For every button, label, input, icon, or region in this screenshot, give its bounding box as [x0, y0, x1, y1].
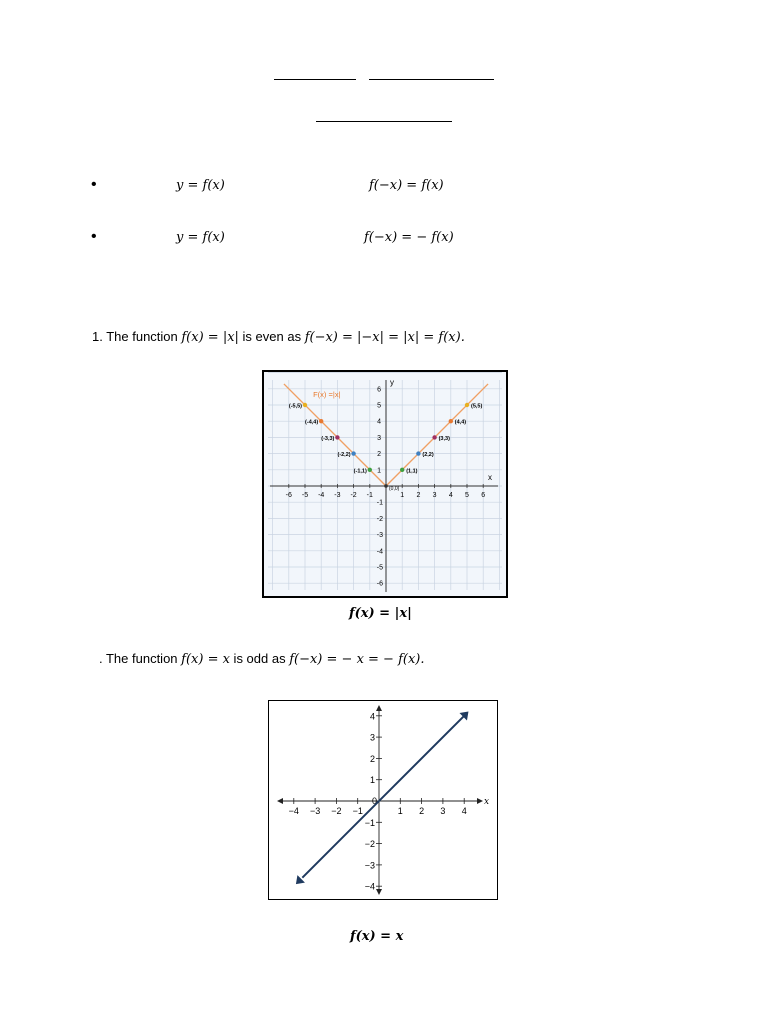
x-tick-label: 1 — [397, 806, 403, 816]
example-1-middle: is even as — [238, 329, 305, 344]
identity-function-line — [302, 716, 464, 878]
title-rule-1 — [274, 79, 356, 80]
definition-2-left: y = f(x) — [176, 230, 225, 245]
y-tick-label: −3 — [364, 860, 375, 871]
y-tick-label: -3 — [376, 532, 383, 540]
x-axis-arrow-right — [477, 798, 483, 804]
identity-graph — [269, 701, 497, 899]
y-tick-label: −2 — [364, 839, 375, 850]
data-point — [465, 403, 469, 407]
identity-graph-figure — [268, 700, 498, 900]
function-label: F(x) =|x| — [313, 389, 341, 399]
y-tick-label: -6 — [376, 580, 383, 588]
point-label: (2,2) — [422, 452, 434, 459]
x-tick-label: −3 — [309, 806, 321, 816]
y-tick-label: 4 — [369, 711, 375, 722]
x-tick-label: -5 — [301, 492, 309, 499]
y-tick-label: 2 — [377, 451, 381, 459]
x-tick-label: 2 — [416, 492, 421, 499]
title-rule-2 — [369, 79, 494, 80]
data-point — [432, 435, 436, 439]
origin-label: (0,0) — [389, 486, 400, 492]
x-tick-label: 3 — [432, 492, 437, 499]
data-point — [351, 451, 355, 455]
x-tick-label: −1 — [352, 806, 363, 816]
x-axis-arrow-left — [277, 798, 283, 804]
x-tick-label: 6 — [481, 492, 486, 499]
y-tick-label: 3 — [377, 434, 381, 442]
x-tick-label: 5 — [465, 492, 469, 499]
x-axis-label: x — [484, 797, 490, 807]
x-axis-label: x — [488, 473, 492, 482]
bullet-1: • — [91, 176, 97, 193]
definition-1-right: f(−x) = f(x) — [369, 178, 444, 193]
origin-label: 0 — [372, 796, 378, 806]
y-tick-label: −1 — [364, 817, 375, 828]
x-tick-label: 4 — [461, 806, 467, 816]
example-1-func: f(x) = |x| — [181, 330, 239, 345]
data-point — [368, 468, 372, 472]
x-tick-label: 3 — [440, 806, 446, 816]
abs-graph-figure — [262, 370, 508, 598]
y-tick-label: 3 — [369, 732, 375, 743]
point-label: (5,5) — [471, 403, 483, 410]
point-label: (-1,1) — [353, 468, 367, 475]
data-point — [335, 435, 339, 439]
y-axis-label: y — [390, 378, 394, 387]
abs-graph — [264, 372, 506, 596]
caption-identity: f(x) = x — [350, 929, 404, 944]
point-label: (1,1) — [406, 468, 418, 475]
point-label: (4,4) — [454, 419, 467, 426]
origin-point — [384, 484, 388, 488]
point-label: (-5,5) — [288, 403, 302, 410]
x-tick-label: −4 — [288, 806, 299, 816]
caption-abs: f(x) = |x| — [349, 606, 412, 621]
bullet-2: • — [91, 228, 97, 245]
point-label: (-2,2) — [337, 452, 351, 459]
y-tick-label: -5 — [376, 564, 383, 572]
point-label: (3,3) — [438, 435, 450, 442]
example-2-func: f(x) = x — [181, 652, 230, 667]
y-tick-label: 2 — [369, 753, 375, 764]
example-1-proof: f(−x) = |−x| = |x| = f(x). — [304, 330, 465, 345]
data-point — [400, 468, 404, 472]
example-2-proof: f(−x) = − x = − f(x). — [289, 652, 425, 667]
example-2-text — [99, 651, 425, 667]
definition-1-left: y = f(x) — [176, 178, 225, 193]
x-tick-label: -1 — [366, 492, 373, 499]
data-point — [416, 451, 420, 455]
y-tick-label: 4 — [377, 418, 381, 426]
y-tick-label: -2 — [376, 515, 383, 523]
y-tick-label: 1 — [377, 467, 381, 475]
x-tick-label: 4 — [448, 492, 453, 499]
x-tick-label: -2 — [350, 492, 357, 499]
example-2-prefix: . The function — [99, 651, 182, 666]
y-tick-label: 6 — [377, 386, 381, 394]
definition-2-right: f(−x) = − f(x) — [364, 230, 454, 245]
x-tick-label: −2 — [331, 806, 342, 816]
y-axis-arrow-down — [376, 889, 382, 895]
y-axis-arrow-up — [376, 705, 382, 711]
point-label: (-4,4) — [305, 419, 319, 426]
x-tick-label: -3 — [334, 492, 341, 499]
x-tick-label: -4 — [318, 492, 325, 499]
y-tick-label: 5 — [377, 402, 381, 410]
x-tick-label: -6 — [285, 492, 292, 499]
x-tick-label: 1 — [400, 492, 405, 499]
y-tick-label: −4 — [364, 881, 375, 892]
example-1-prefix: 1. The function — [92, 329, 182, 344]
example-2-middle: is odd as — [229, 651, 290, 666]
y-tick-label: 1 — [369, 775, 375, 786]
subtitle-rule — [316, 121, 452, 122]
data-point — [449, 419, 453, 423]
point-label: (-3,3) — [321, 435, 335, 442]
data-point — [303, 403, 307, 407]
data-point — [319, 419, 323, 423]
example-1-text — [92, 329, 465, 345]
x-tick-label: 2 — [419, 806, 425, 816]
y-tick-label: -4 — [376, 548, 383, 556]
y-tick-label: -1 — [376, 499, 383, 507]
